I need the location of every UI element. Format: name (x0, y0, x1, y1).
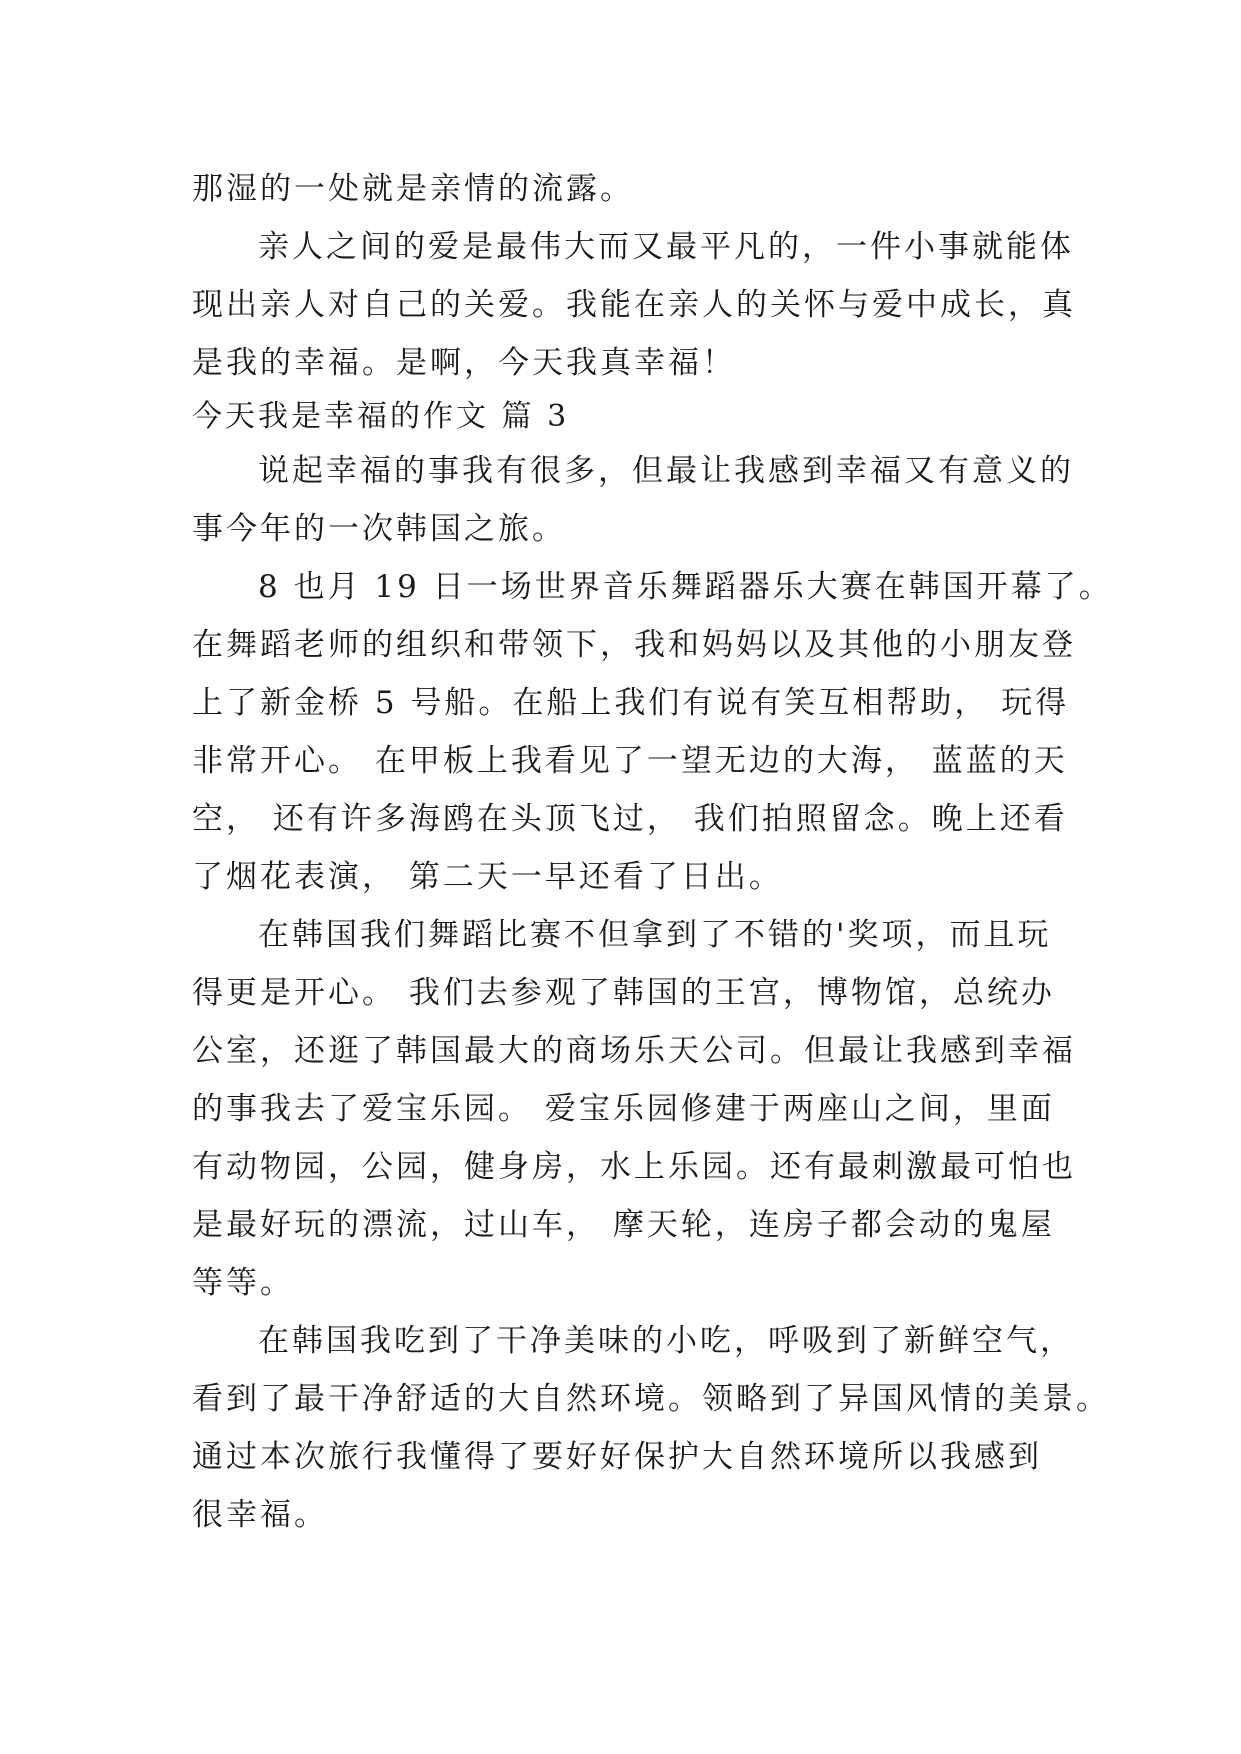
paragraph-line: 了烟花表演， 第二天一早还看了日出。 (192, 859, 783, 895)
paragraph-line: 得更是开心。 我们去参观了韩国的王宫，博物馆，总统办 (192, 975, 1055, 1011)
paragraph-line: 等等。 (192, 1265, 294, 1301)
paragraph-line: 是最好玩的漂流，过山车， 摩天轮，连房子都会动的鬼屋 (192, 1207, 1055, 1243)
paragraph-line: 那湿的一处就是亲情的流露。 (192, 171, 634, 207)
paragraph-line: 现出亲人对自己的关爱。我能在亲人的关怀与爱中成长，真 (192, 287, 1076, 323)
paragraph-line: 上了新金桥 5 号船。在船上我们有说有笑互相帮助， 玩得 (192, 685, 1070, 721)
paragraph-line: 事今年的一次韩国之旅。 (192, 511, 566, 547)
paragraph-line: 在韩国我吃到了干净美味的小吃，呼吸到了新鲜空气， (258, 1323, 1074, 1359)
paragraph-line: 非常开心。 在甲板上我看见了一望无边的大海， 蓝蓝的天 (192, 743, 1068, 779)
paragraph-line: 在韩国我们舞蹈比赛不但拿到了不错的'奖项，而且玩 (258, 917, 1052, 953)
paragraph-line: 通过本次旅行我懂得了要好好保护大自然环境所以我感到 (192, 1439, 1042, 1475)
paragraph-line: 说起幸福的事我有很多，但最让我感到幸福又有意义的 (258, 453, 1074, 489)
paragraph-line: 亲人之间的爱是最伟大而又最平凡的，一件小事就能体 (258, 229, 1074, 265)
paragraph-line: 8 也月 19 日一场世界音乐舞蹈器乐大赛在韩国开幕了。 (258, 569, 1113, 605)
paragraph-line: 在舞蹈老师的组织和带领下，我和妈妈以及其他的小朋友登 (192, 627, 1076, 663)
paragraph-line: 看到了最干净舒适的大自然环境。领略到了异国风情的美景。 (192, 1381, 1110, 1417)
paragraph-line: 的事我去了爱宝乐园。 爱宝乐园修建于两座山之间，里面 (192, 1091, 1055, 1127)
paragraph-line: 有动物园，公园，健身房，水上乐园。还有最刺激最可怕也 (192, 1149, 1076, 1185)
section-heading: 今天我是幸福的作文 篇 3 (192, 399, 570, 434)
paragraph-line: 很幸福。 (192, 1497, 328, 1533)
paragraph-line: 公室，还逛了韩国最大的商场乐天公司。但最让我感到幸福 (192, 1033, 1076, 1069)
paragraph-line: 空， 还有许多海鸥在头顶飞过， 我们拍照留念。晚上还看 (192, 801, 1068, 837)
essay-body (192, 160, 1113, 1544)
paragraph-line: 是我的幸福。是啊，今天我真幸福！ (192, 345, 736, 381)
